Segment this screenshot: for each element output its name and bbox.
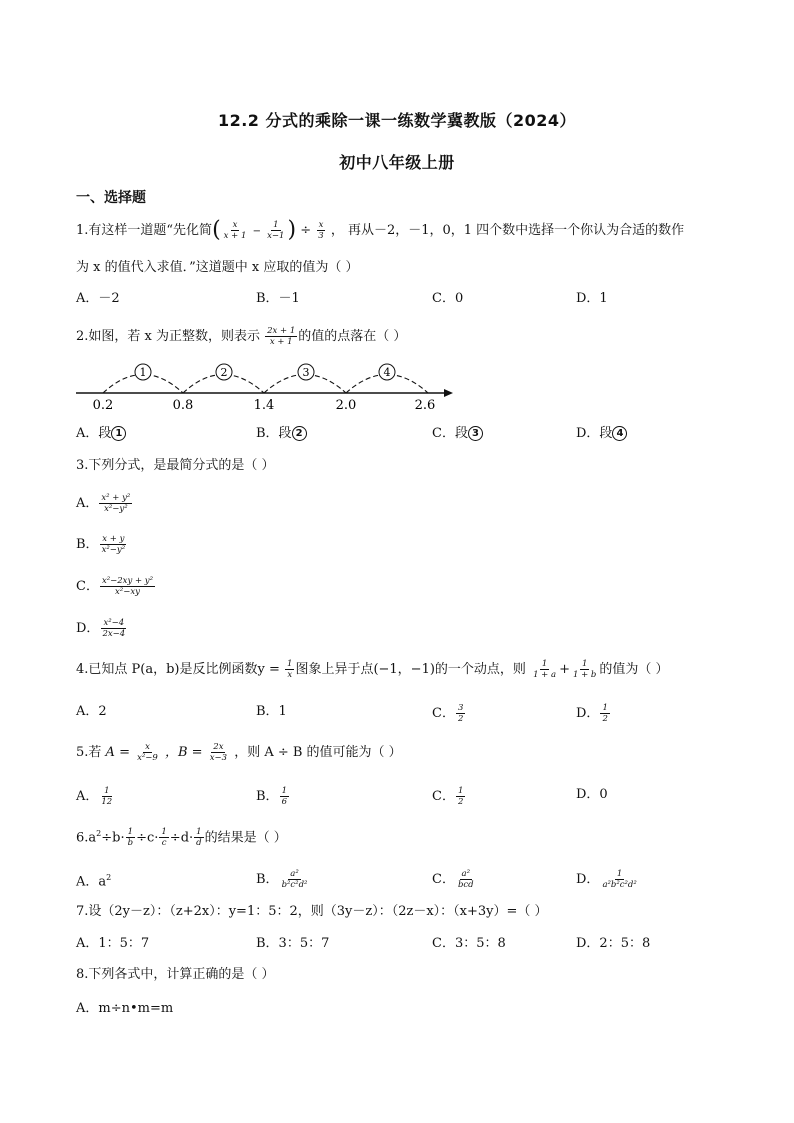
q2-option-c[interactable]: C．段 3	[432, 425, 483, 443]
q3-option-b[interactable]: B． $\frac{x + y}{\text{x²−y²}}$	[76, 534, 126, 555]
question-1-stem: 1.有这样一道题“先化简( $\frac{x}{x + 1}$ − $\frac{1}{x-1}$ ) ÷ $\frac{x}{3}$ ， 再从－2，－1，0，1 四个数中选择一个你认为合适的数作	[76, 217, 685, 243]
q1-fraction-3: $\frac{x}{3}$	[318, 220, 324, 241]
axis-arrow-icon	[444, 389, 453, 397]
axis-label: 0.8	[172, 398, 194, 413]
q6-option-c[interactable]: C． $\frac{\text{a²}}{\text{bcd}}$	[432, 869, 474, 890]
question-6-stem: $6.a^2\div b\cdot$ $\frac{1}{b}$ ÷c· $\frac{1}{c}$ ÷d· $\frac{1}{d}$ 的结果是（ ）	[76, 827, 287, 849]
q2-fraction: $\frac{2x + 1}{x + 1}$	[267, 326, 296, 347]
q5-option-b[interactable]: B． $\frac{1}{6}$	[256, 786, 287, 807]
q6-option-d[interactable]: D． $\frac{1}{\text{a²b²c²d²}}$	[576, 869, 637, 890]
axis-label: 2.6	[414, 398, 436, 413]
q3-option-a[interactable]: A． $\frac{\text{x² + y²}}{\text{x²−y²}}$	[76, 493, 131, 514]
segment-marker-4	[379, 364, 395, 380]
q5-option-a[interactable]: A． $\frac{1}{12}$	[76, 786, 113, 807]
question-7-stem: 7.设（2y－z）：（z+2x）：y=1：5：2，则（3y－z）：（2z－x）：（x+3y）=（ ）	[76, 904, 548, 919]
segment-marker-1	[135, 364, 151, 380]
q6-option-a[interactable]: A．$a^2$	[76, 873, 112, 890]
q1-option-d[interactable]: D．1	[576, 291, 608, 306]
q4-option-b[interactable]: B．1	[256, 704, 287, 719]
q8-option-a[interactable]: A．m÷n•m=m	[76, 1001, 174, 1016]
q4-option-d[interactable]: D． $\frac{1}{2}$	[576, 703, 608, 724]
q1-option-c[interactable]: C．0	[432, 291, 464, 306]
q4-option-a[interactable]: A．2	[76, 704, 107, 719]
q6-option-b[interactable]: B． $\frac{\text{a²}}{\text{b²c²d²}}$	[256, 869, 308, 890]
segment-marker-3	[298, 364, 314, 380]
page-subtitle: 初中八年级上册	[339, 153, 455, 172]
q5-option-c[interactable]: C． $\frac{1}{2}$	[432, 786, 464, 807]
q7-option-b[interactable]: B．3：5：7	[256, 936, 330, 951]
segment-marker-2	[216, 364, 232, 380]
number-line-figure	[70, 358, 460, 416]
axis-label: 2.0	[335, 398, 357, 413]
q2-option-b[interactable]: B．段 2	[256, 425, 307, 443]
page-title: 12.2 分式的乘除一课一练数学冀教版（2024）	[217, 111, 577, 130]
q1-fraction-1: $\frac{x}{x + 1}$	[223, 220, 247, 241]
q7-option-d[interactable]: D．2：5：8	[576, 936, 651, 951]
svg-text:1: 1	[139, 366, 147, 379]
q1-option-b[interactable]: B．－1	[256, 291, 300, 306]
question-5-stem: 5.若 A = $\frac{x}{\text{x²−9}}$ ，B = $\frac{2x}{x-3}$ ，则 A ÷ B 的值可能为（ ）	[76, 742, 402, 763]
question-8-stem: 8.下列各式中，计算正确的是（ ）	[76, 967, 275, 982]
svg-text:4: 4	[383, 366, 391, 379]
svg-text:3: 3	[302, 366, 310, 379]
q5-option-d[interactable]: D．0	[576, 787, 608, 802]
svg-text:2: 2	[220, 366, 228, 379]
q3-option-c[interactable]: C． $\frac{\text{x²−2xy + y²}}{\text{x²−xy}}$	[76, 576, 154, 597]
section-heading: 一、选择题	[76, 190, 146, 206]
question-2-stem: 2.如图，若 x 为正整数，则表示 $\frac{2x + 1}{x + 1}$ 的值的点落在（ ）	[76, 326, 407, 347]
q4-option-c[interactable]: C． $\frac{3}{2}$	[432, 703, 464, 724]
question-1-stem-line2: 为 x 的值代入求值．”这道题中 x 应取的值为（ ）	[76, 260, 359, 275]
q7-option-a[interactable]: A．1：5：7	[76, 936, 150, 951]
question-4-stem: 4.已知点 P(a，b)是反比例函数y = $\frac{1}{x}$ 图象上异于点(−1，−1)的一个动点，则 $\frac{1}{1 + a}$ + $\frac{1}{1 + b}$ 的值为（ ）	[76, 659, 669, 680]
q3-option-d[interactable]: D． $\frac{\text{x²−4}}{2x-4}$	[76, 618, 126, 639]
question-3-stem: 3.下列分式，是最简分式的是（ ）	[76, 458, 275, 473]
q7-option-c[interactable]: C．3：5：8	[432, 936, 506, 951]
axis-label: 1.4	[253, 398, 275, 413]
q1-fraction-2: $\frac{1}{x-1}$	[267, 220, 285, 241]
q1-option-a[interactable]: A．－2	[76, 291, 120, 306]
axis-label: 0.2	[92, 398, 114, 413]
q2-option-d[interactable]: D．段 4	[576, 425, 627, 443]
q2-option-a[interactable]: A．段 1	[76, 425, 126, 443]
